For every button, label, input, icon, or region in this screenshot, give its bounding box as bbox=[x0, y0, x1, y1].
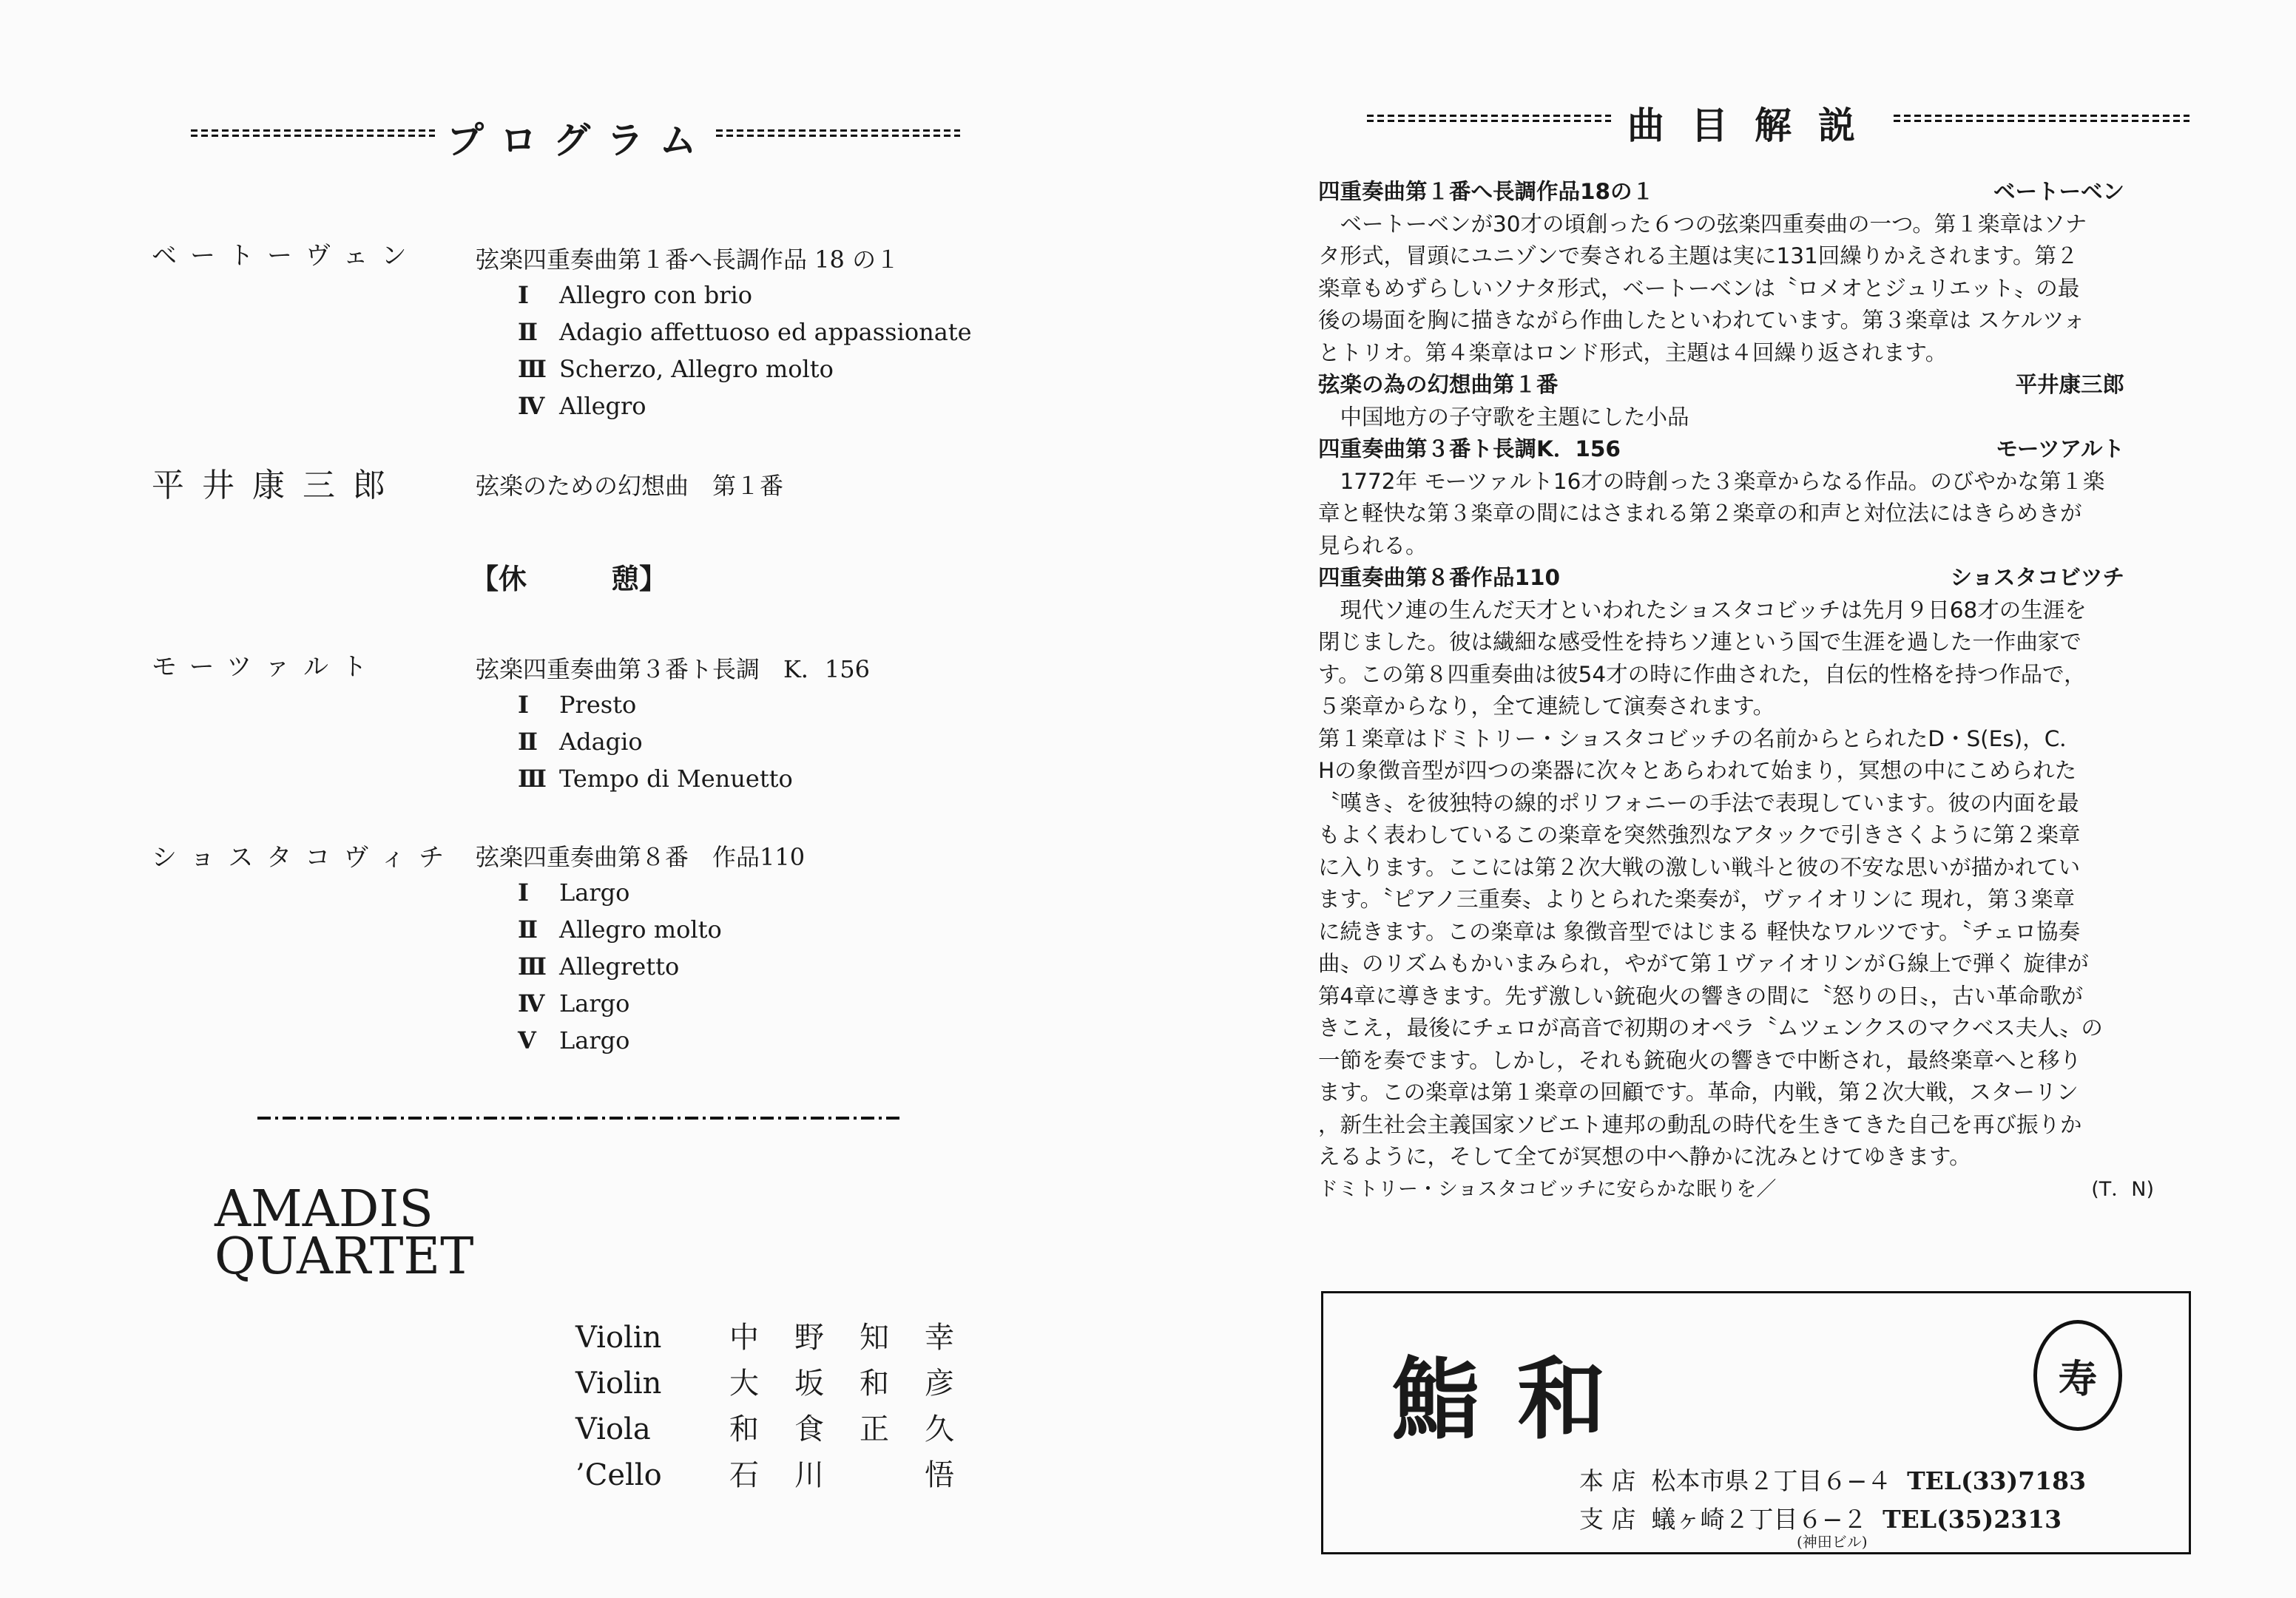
program-work-beethoven: 弦楽四重奏曲第１番へ長調作品 18 の１ bbox=[476, 246, 900, 274]
branch-building: (神田ビル) bbox=[1797, 1533, 1868, 1551]
movement-item: Ⅳ Allegro bbox=[518, 392, 646, 420]
movement-item: Ⅲ Scherzo, Allegro molto bbox=[518, 355, 834, 383]
program-work-hirai: 弦楽のための幻想曲 第１番 bbox=[476, 472, 784, 500]
notes-title-rule-left bbox=[1367, 114, 1611, 123]
program-title: プログラム bbox=[447, 119, 713, 162]
notes-signature: (T．N) bbox=[2091, 1177, 2154, 1201]
shop-seal-icon bbox=[2033, 1320, 2122, 1431]
movement-item: Ⅱ Allegro molto bbox=[518, 915, 722, 944]
notes-heading-row: 四重奏曲第１番へ長調作品18の１ ベートーベン bbox=[1318, 179, 2124, 204]
program-composer-hirai: 平井康三郎 bbox=[152, 467, 403, 504]
ensemble-roster bbox=[575, 1315, 984, 1498]
program-title-rule-right bbox=[716, 129, 960, 138]
roster-row: Violin 中 野 知 幸 bbox=[575, 1321, 954, 1355]
branch-store-address: 蟻ヶ崎２丁目６−２ bbox=[1651, 1505, 1868, 1534]
ensemble-name bbox=[215, 1180, 474, 1286]
movement-item: Ⅴ Largo bbox=[518, 1026, 630, 1054]
branch-store-label: 支 店 bbox=[1579, 1505, 1636, 1534]
movement-item: Ⅳ Largo bbox=[518, 989, 630, 1018]
program-title-rule-left bbox=[191, 129, 435, 138]
shop-seal-text: 寿 bbox=[2058, 1356, 2097, 1402]
notes-closing-row: ドミトリー・ショスタコビッチに安らかな眠りを／ (T．N) bbox=[1318, 1174, 2154, 1206]
notes-title-rule-right bbox=[1894, 114, 2189, 123]
notes-heading-row: 四重奏曲第３番ト長調K．156 モーツアルト bbox=[1318, 436, 2124, 461]
advert-box bbox=[1321, 1291, 2191, 1554]
movement-item: Ⅰ Allegro con brio bbox=[518, 281, 752, 309]
program-work-mozart: 弦楽四重奏曲第３番ト長調 K．156 bbox=[476, 655, 870, 683]
movement-item: Ⅱ Adagio bbox=[518, 728, 643, 756]
notes-paragraph: 現代ソ連の生んだ天才といわれたショスタコビッチは先月９日68才の生涯を 閉じました。彼は繊細な感受性を持ちソ連という国で生涯を過した一作曲家で す。この第８四重奏曲は彼54才の時に作曲された，自伝的性格を持つ作品で， ５楽章からなり，全て連続して演奏されます。 第１楽章はドミトリー・ショスタコビッチの名前からとられたD・S(Es)，C． Hの象徴音型が四つの楽器に次々とあらわれて始まり，冥想の中にこめられた 〝嘆き〟を彼独特の線的ポリフォニーの手法で表現しています。彼の内面を最 もよく表わしているこの楽章を突然強烈なアタックで引きさくように第２楽章 に入ります。ここには第２次大戦の激しい戦斗と彼の不安な思いが描かれてい ます。〝ピアノ三重奏〟よりとられた楽奏が，ヴァイオリンに 現れ，第３楽章 に続きます。この楽章は 象徴音型ではじまる 軽快なワルツです。〝チェロ協奏 曲〟のリズムもかいまみられ，やがて第１ヴァイオリンがＧ線上で弾く 旋律が 第4章に導きます。先ず激しい銃砲火の響きの間に〝怒りの日〟，古い革命歌が きこえ，最後にチェロが高音で初期のオペラ〝ムツェンクスのマクベス夫人〟の 一節を奏でます。しかし，それも銃砲火の響きで中断され，最終楽章へと移り ます。この楽章は第１楽章の回顧です。革命，内戦，第２次大戦，スターリン ，新生社会主義国家ソビエト連邦の動乱の時代を生きてきた自己を再び振りか えるように，そして全てが冥想の中へ静かに沈みとけてゆきます。 bbox=[1318, 597, 2103, 1169]
branch-store-tel: TEL(35)2313 bbox=[1883, 1505, 2062, 1534]
movement-item: Ⅲ Allegretto bbox=[518, 952, 680, 981]
movement-item: Ⅲ Tempo di Menuetto bbox=[518, 765, 793, 793]
main-store-label: 本 店 bbox=[1579, 1466, 1636, 1495]
roster-row: ’Cello 石 川 悟 bbox=[575, 1458, 954, 1492]
section-divider bbox=[257, 1117, 899, 1120]
ensemble-name-line2: QUARTET bbox=[215, 1228, 474, 1286]
notes-heading-row: 四重奏曲第８番作品110 ショスタコビツチ bbox=[1318, 565, 2124, 590]
program-composer-shostakovich: ショスタコヴィチ bbox=[152, 843, 458, 873]
program-work-shostakovich: 弦楽四重奏曲第８番 作品110 bbox=[476, 843, 806, 871]
notes-title: 曲目解説 bbox=[1627, 104, 1882, 147]
program-intermission: 【休 憩】 bbox=[470, 562, 668, 595]
notes-paragraph: ベートーベンが30才の頃創った６つの弦楽四重奏曲の一つ。第１楽章はソナ タ形式，冒頭にユニゾンで奏される主題は実に131回繰りかえされます。第２ 楽章もめずらしいソナタ形式，ベートーベンは〝ロメオとジュリエット〟の最 後の場面を胸に描きながら作曲したといわれています。第３楽章は スケルツォ とトリオ。第４楽章はロンド形式，主題は４回繰り返されます。 bbox=[1318, 211, 2087, 365]
movement-item: Ⅰ Largo bbox=[518, 878, 630, 907]
program-composer-beethoven: ベートーヴェン bbox=[152, 241, 420, 271]
notes-heading-row: 弦楽の為の幻想曲第１番 平井康三郎 bbox=[1318, 372, 2124, 397]
main-store-line bbox=[1579, 1462, 2086, 1497]
program-composer-mozart: モーツァルト bbox=[152, 652, 380, 682]
movement-item: Ⅰ Presto bbox=[518, 691, 637, 719]
notes-body bbox=[1318, 176, 2184, 1205]
main-store-address: 松本市県２丁目６−４ bbox=[1651, 1466, 1892, 1495]
movement-item: Ⅱ Adagio affettuoso ed appassionate bbox=[518, 318, 972, 346]
notes-paragraph: 中国地方の子守歌を主題にした小品 bbox=[1318, 404, 1689, 430]
main-store-tel: TEL(33)7183 bbox=[1907, 1466, 2087, 1495]
roster-row: Violin 大 坂 和 彦 bbox=[575, 1367, 954, 1401]
shop-name: 鮨和 bbox=[1391, 1347, 1643, 1452]
roster-row: Viola 和 食 正 久 bbox=[575, 1412, 954, 1446]
ensemble-name-line1: AMADIS bbox=[215, 1180, 433, 1239]
notes-paragraph: 1772年 モーツァルト16才の時創った３楽章からなる作品。のびやかな第１楽 章と軽快な第３楽章の間にはさまれる第２楽章の和声と対位法にはきらめきが 見られる。 bbox=[1318, 468, 2105, 558]
